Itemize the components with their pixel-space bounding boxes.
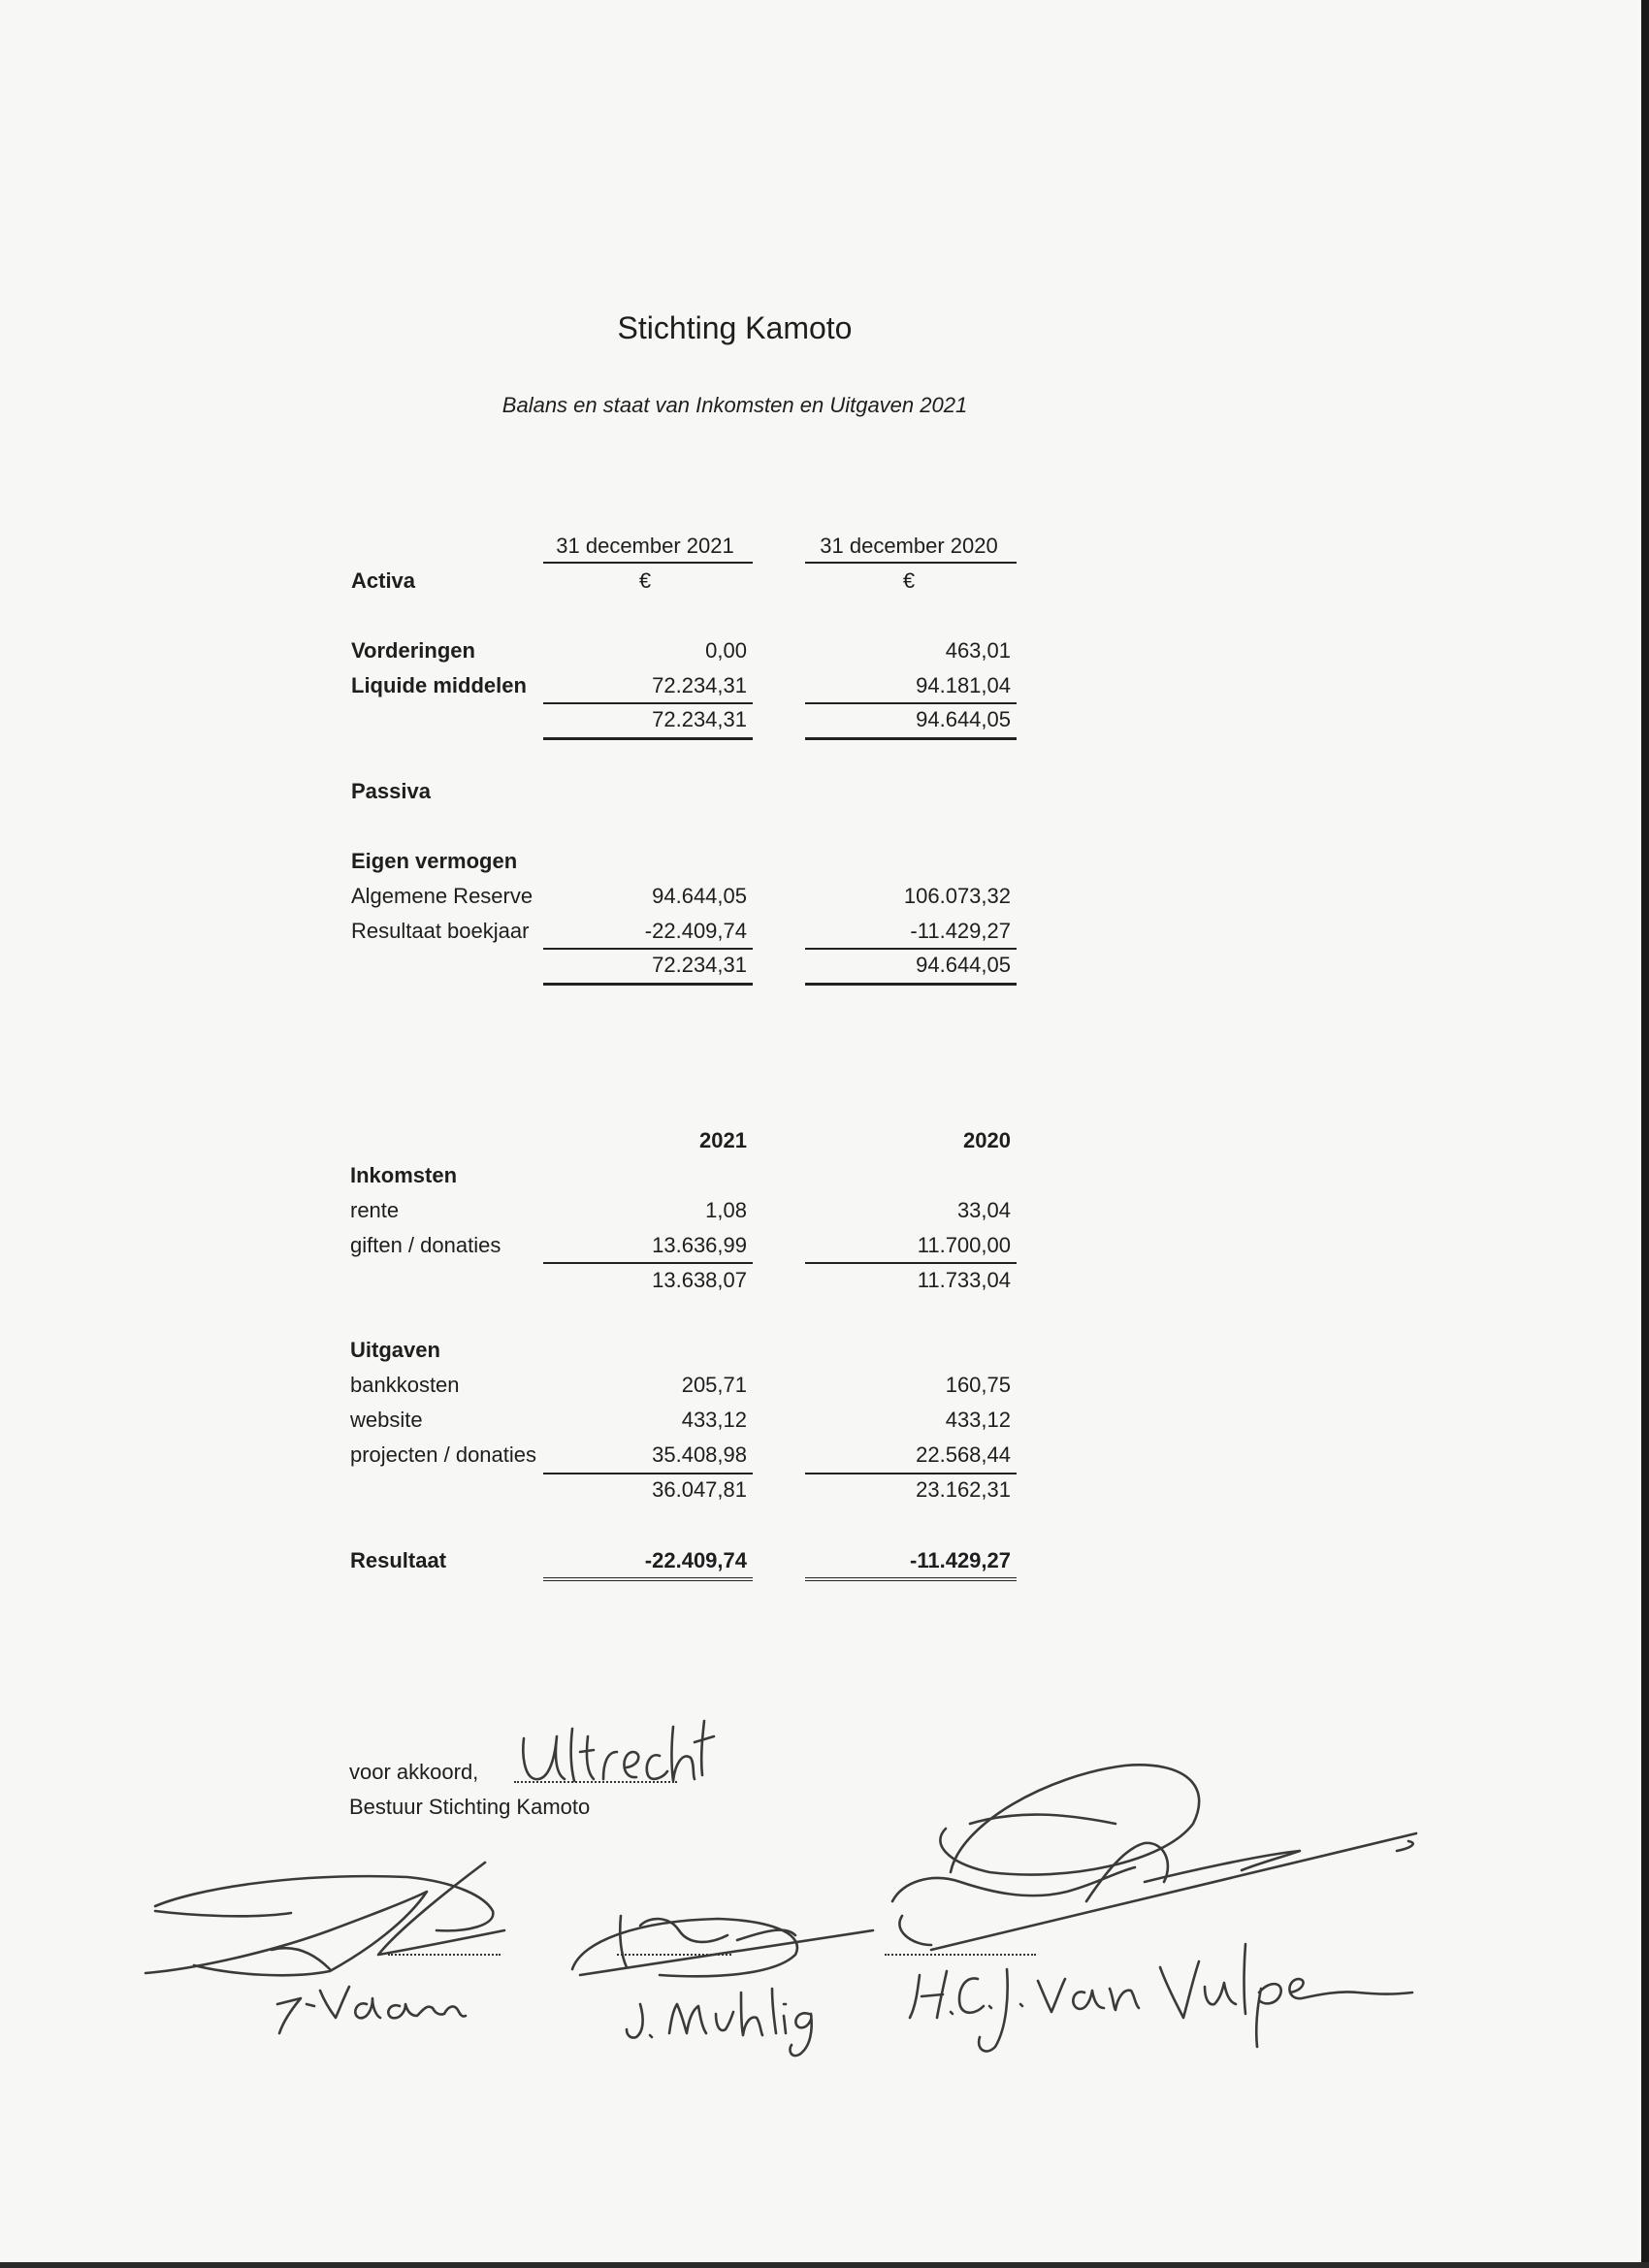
passiva-total-2020: 94.644,05 [916, 953, 1011, 977]
value-rente-2021: 1,08 [705, 1198, 747, 1222]
row-label-projecten: projecten / donaties [350, 1442, 537, 1467]
row-label-website: website [350, 1408, 423, 1432]
passiva-label: Passiva [351, 779, 431, 803]
row-label-bankkosten: bankkosten [350, 1373, 460, 1397]
value-giften-2021: 13.636,99 [652, 1233, 747, 1257]
signature-1-name [277, 1987, 466, 2033]
value-liquide-2021: 72.234,31 [652, 673, 747, 697]
row-label-rente: rente [350, 1198, 400, 1222]
uitgaven-label: Uitgaven [350, 1338, 440, 1362]
value-liquide-2020: 94.181,04 [916, 673, 1011, 697]
activa-label: Activa [351, 568, 416, 593]
expense-total-2021: 36.047,81 [652, 1477, 747, 1502]
income-col-2020-header: 2020 [963, 1128, 1011, 1152]
value-vorderingen-2020: 463,01 [945, 638, 1011, 663]
row-label-resultaat-boekjaar: Resultaat boekjaar [351, 919, 530, 943]
value-projecten-2020: 22.568,44 [916, 1442, 1011, 1467]
signature-3-name [910, 1944, 1412, 2052]
value-bankkosten-2020: 160,75 [945, 1373, 1011, 1397]
resultaat-2020: -11.429,27 [910, 1548, 1011, 1572]
balance-col-2020-header: 31 december 2020 [820, 534, 998, 558]
passiva-total-2021: 72.234,31 [652, 953, 747, 977]
value-bankkosten-2021: 205,71 [681, 1373, 747, 1397]
signature-2-name [627, 1989, 812, 2056]
expense-total-2020: 23.162,31 [916, 1477, 1011, 1502]
row-label-liquide-middelen: Liquide middelen [351, 673, 527, 697]
handwritten-place-utrecht [523, 1721, 714, 1781]
value-rente-2020: 33,04 [956, 1198, 1011, 1222]
signature-1-scribble [146, 1863, 504, 1975]
page-title: Stichting Kamoto [617, 310, 853, 345]
voor-akkoord-label: voor akkoord, [349, 1760, 479, 1784]
row-label-giften: giften / donaties [350, 1233, 501, 1257]
currency-2021: € [638, 568, 652, 593]
value-projecten-2021: 35.408,98 [652, 1442, 747, 1467]
currency-2020: € [902, 568, 916, 593]
income-total-2020: 11.733,04 [917, 1268, 1011, 1292]
value-website-2021: 433,12 [681, 1408, 747, 1432]
value-resultaat-boekjaar-2021: -22.409,74 [644, 919, 747, 943]
signature-3-scribble [892, 1765, 1416, 1950]
page-subtitle: Balans en staat van Inkomsten en Uitgaven 2021 [501, 393, 968, 417]
value-algemene-reserve-2021: 94.644,05 [652, 884, 747, 908]
row-label-algemene-reserve: Algemene Reserve [351, 884, 534, 908]
activa-total-2021: 72.234,31 [652, 707, 747, 731]
board-label: Bestuur Stichting Kamoto [349, 1795, 591, 1819]
income-total-2021: 13.638,07 [652, 1268, 747, 1292]
resultaat-label: Resultaat [350, 1548, 447, 1572]
inkomsten-label: Inkomsten [350, 1163, 458, 1187]
row-label-vorderingen: Vorderingen [351, 638, 475, 663]
value-website-2020: 433,12 [945, 1408, 1011, 1432]
value-resultaat-boekjaar-2020: -11.429,27 [910, 919, 1011, 943]
value-algemene-reserve-2020: 106.073,32 [903, 884, 1011, 908]
value-giften-2020: 11.700,00 [917, 1233, 1011, 1257]
resultaat-2021: -22.409,74 [644, 1548, 747, 1572]
value-vorderingen-2021: 0,00 [705, 638, 747, 663]
income-col-2021-header: 2021 [699, 1128, 747, 1152]
signature-2-scribble [572, 1916, 873, 1976]
activa-total-2020: 94.644,05 [916, 707, 1011, 731]
balance-col-2021-header: 31 december 2021 [556, 534, 734, 558]
eigen-vermogen-label: Eigen vermogen [351, 849, 518, 873]
